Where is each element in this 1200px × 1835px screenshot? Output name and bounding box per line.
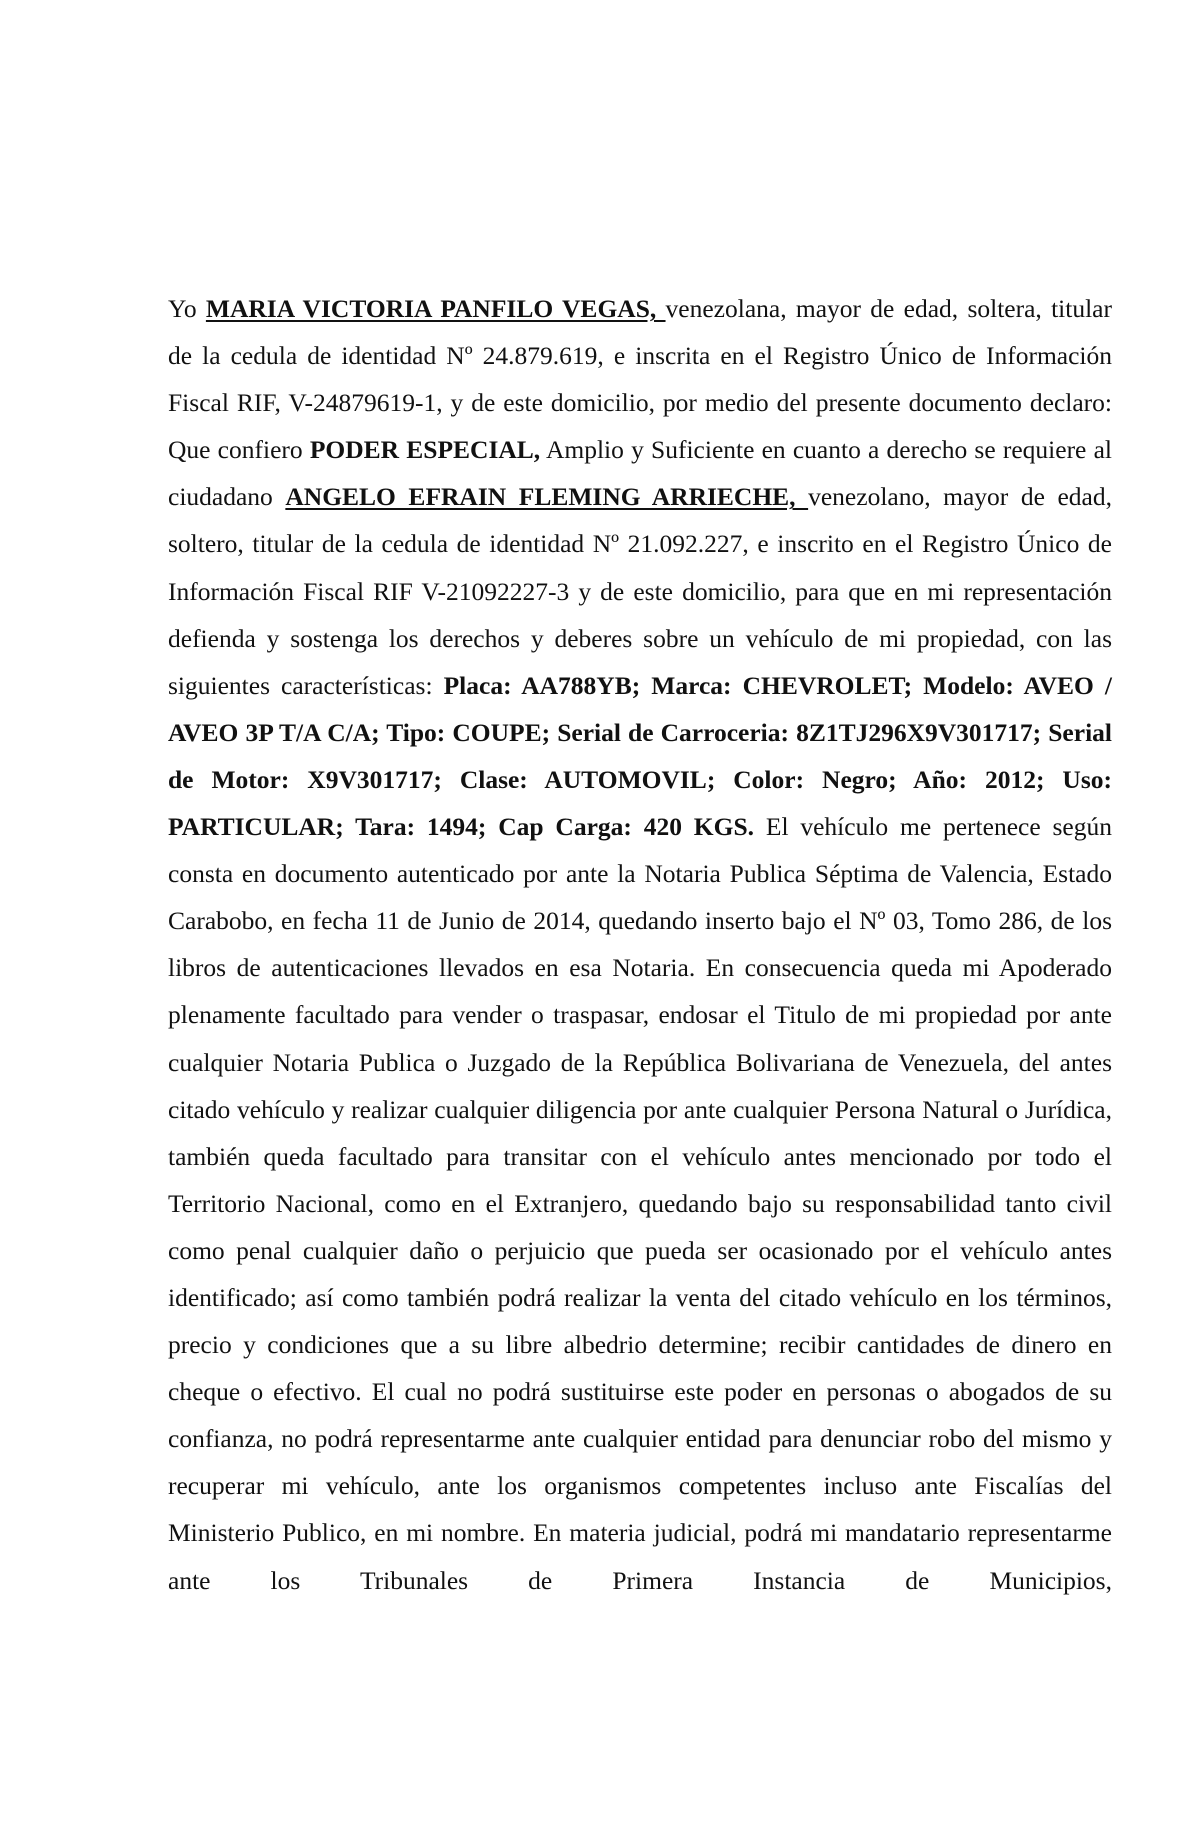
power-of-attorney-paragraph (168, 285, 1112, 1604)
attorney-identification-text: venezolano, mayor de edad, soltero, titular de la cedula de identidad Nº 21.092.227, e inscrito en el Registro Único de Información Fiscal RIF V-21092227-3 y de este domicilio, para que en mi representación defienda y sostenga los derechos y deberes sobre un vehículo de mi propiedad, con las siguientes características: (168, 482, 1112, 700)
vehicle-details: Placa: AA788YB; Marca: CHEVROLET; Modelo: AVEO / AVEO 3P T/A C/A; Tipo: COUPE; Serial de Carroceria: 8Z1TJ296X9V301717; Serial de Motor: X9V301717; Clase: AUTOMOVIL; Color: Negro; Año: 2012; Uso: PARTICULAR; Tara: 1494; Cap Carga: 420 KGS. (168, 670, 1112, 842)
grantor-name: MARIA VICTORIA PANFILO VEGAS, (205, 294, 666, 323)
special-power-label: PODER ESPECIAL, (309, 435, 541, 465)
power-scope-text: Amplio y Suficiente en cuanto a derecho se requiere al ciudadano (168, 435, 1112, 512)
powers-granted-text: El vehículo me pertenece según consta en documento autenticado por ante la Notaria Publica Séptima de Valencia, Estado Carabobo, en fecha 11 de Junio de 2014, quedando inserto bajo el Nº 03, Tomo 286, de los libros de autenticaciones llevados en esa Notaria. En consecuencia queda mi Apoderado plenamente facultado para vender o traspasar, endosar el Titulo de mi propiedad por ante cualquier Notaria Publica o Juzgado de la República Bolivariana de Venezuela, del antes citado vehículo y realizar cualquier diligencia por ante cualquier Persona Natural o Jurídica, también queda facultado para transitar con el vehículo antes mencionado por todo el Territorio Nacional, como en el Extranjero, quedando bajo su responsabilidad tanto civil como penal cualquier daño o perjuicio que pueda ser ocasionado por el vehículo antes identificado; así como también podrá realizar la venta del citado vehículo en los términos, precio y condiciones que a su libre albedrio determine; recibir cantidades de dinero en cheque o efectivo. El cual no podrá sustituirse este poder en personas o abogados de su confianza, no podrá representarme ante cualquier entidad para denunciar robo del mismo y recuperar mi vehículo, ante los organismos competentes incluso ante Fiscalías del Ministerio Publico, en mi nombre. En materia judicial, podrá mi mandatario representarme ante los Tribunales de Primera Instancia de Municipios, (168, 812, 1112, 1595)
grantor-identification-text: venezolana, mayor de edad, soltera, titular de la cedula de identidad Nº 24.879.619, e inscrita en el Registro Único de Información Fiscal RIF, V-24879619-1, y de este domicilio, por medio del presente documento declaro: Que confiero (168, 294, 1112, 465)
opening-text: Yo (168, 294, 206, 323)
attorney-name: ANGELO EFRAIN FLEMING ARRIECHE, (285, 482, 809, 512)
